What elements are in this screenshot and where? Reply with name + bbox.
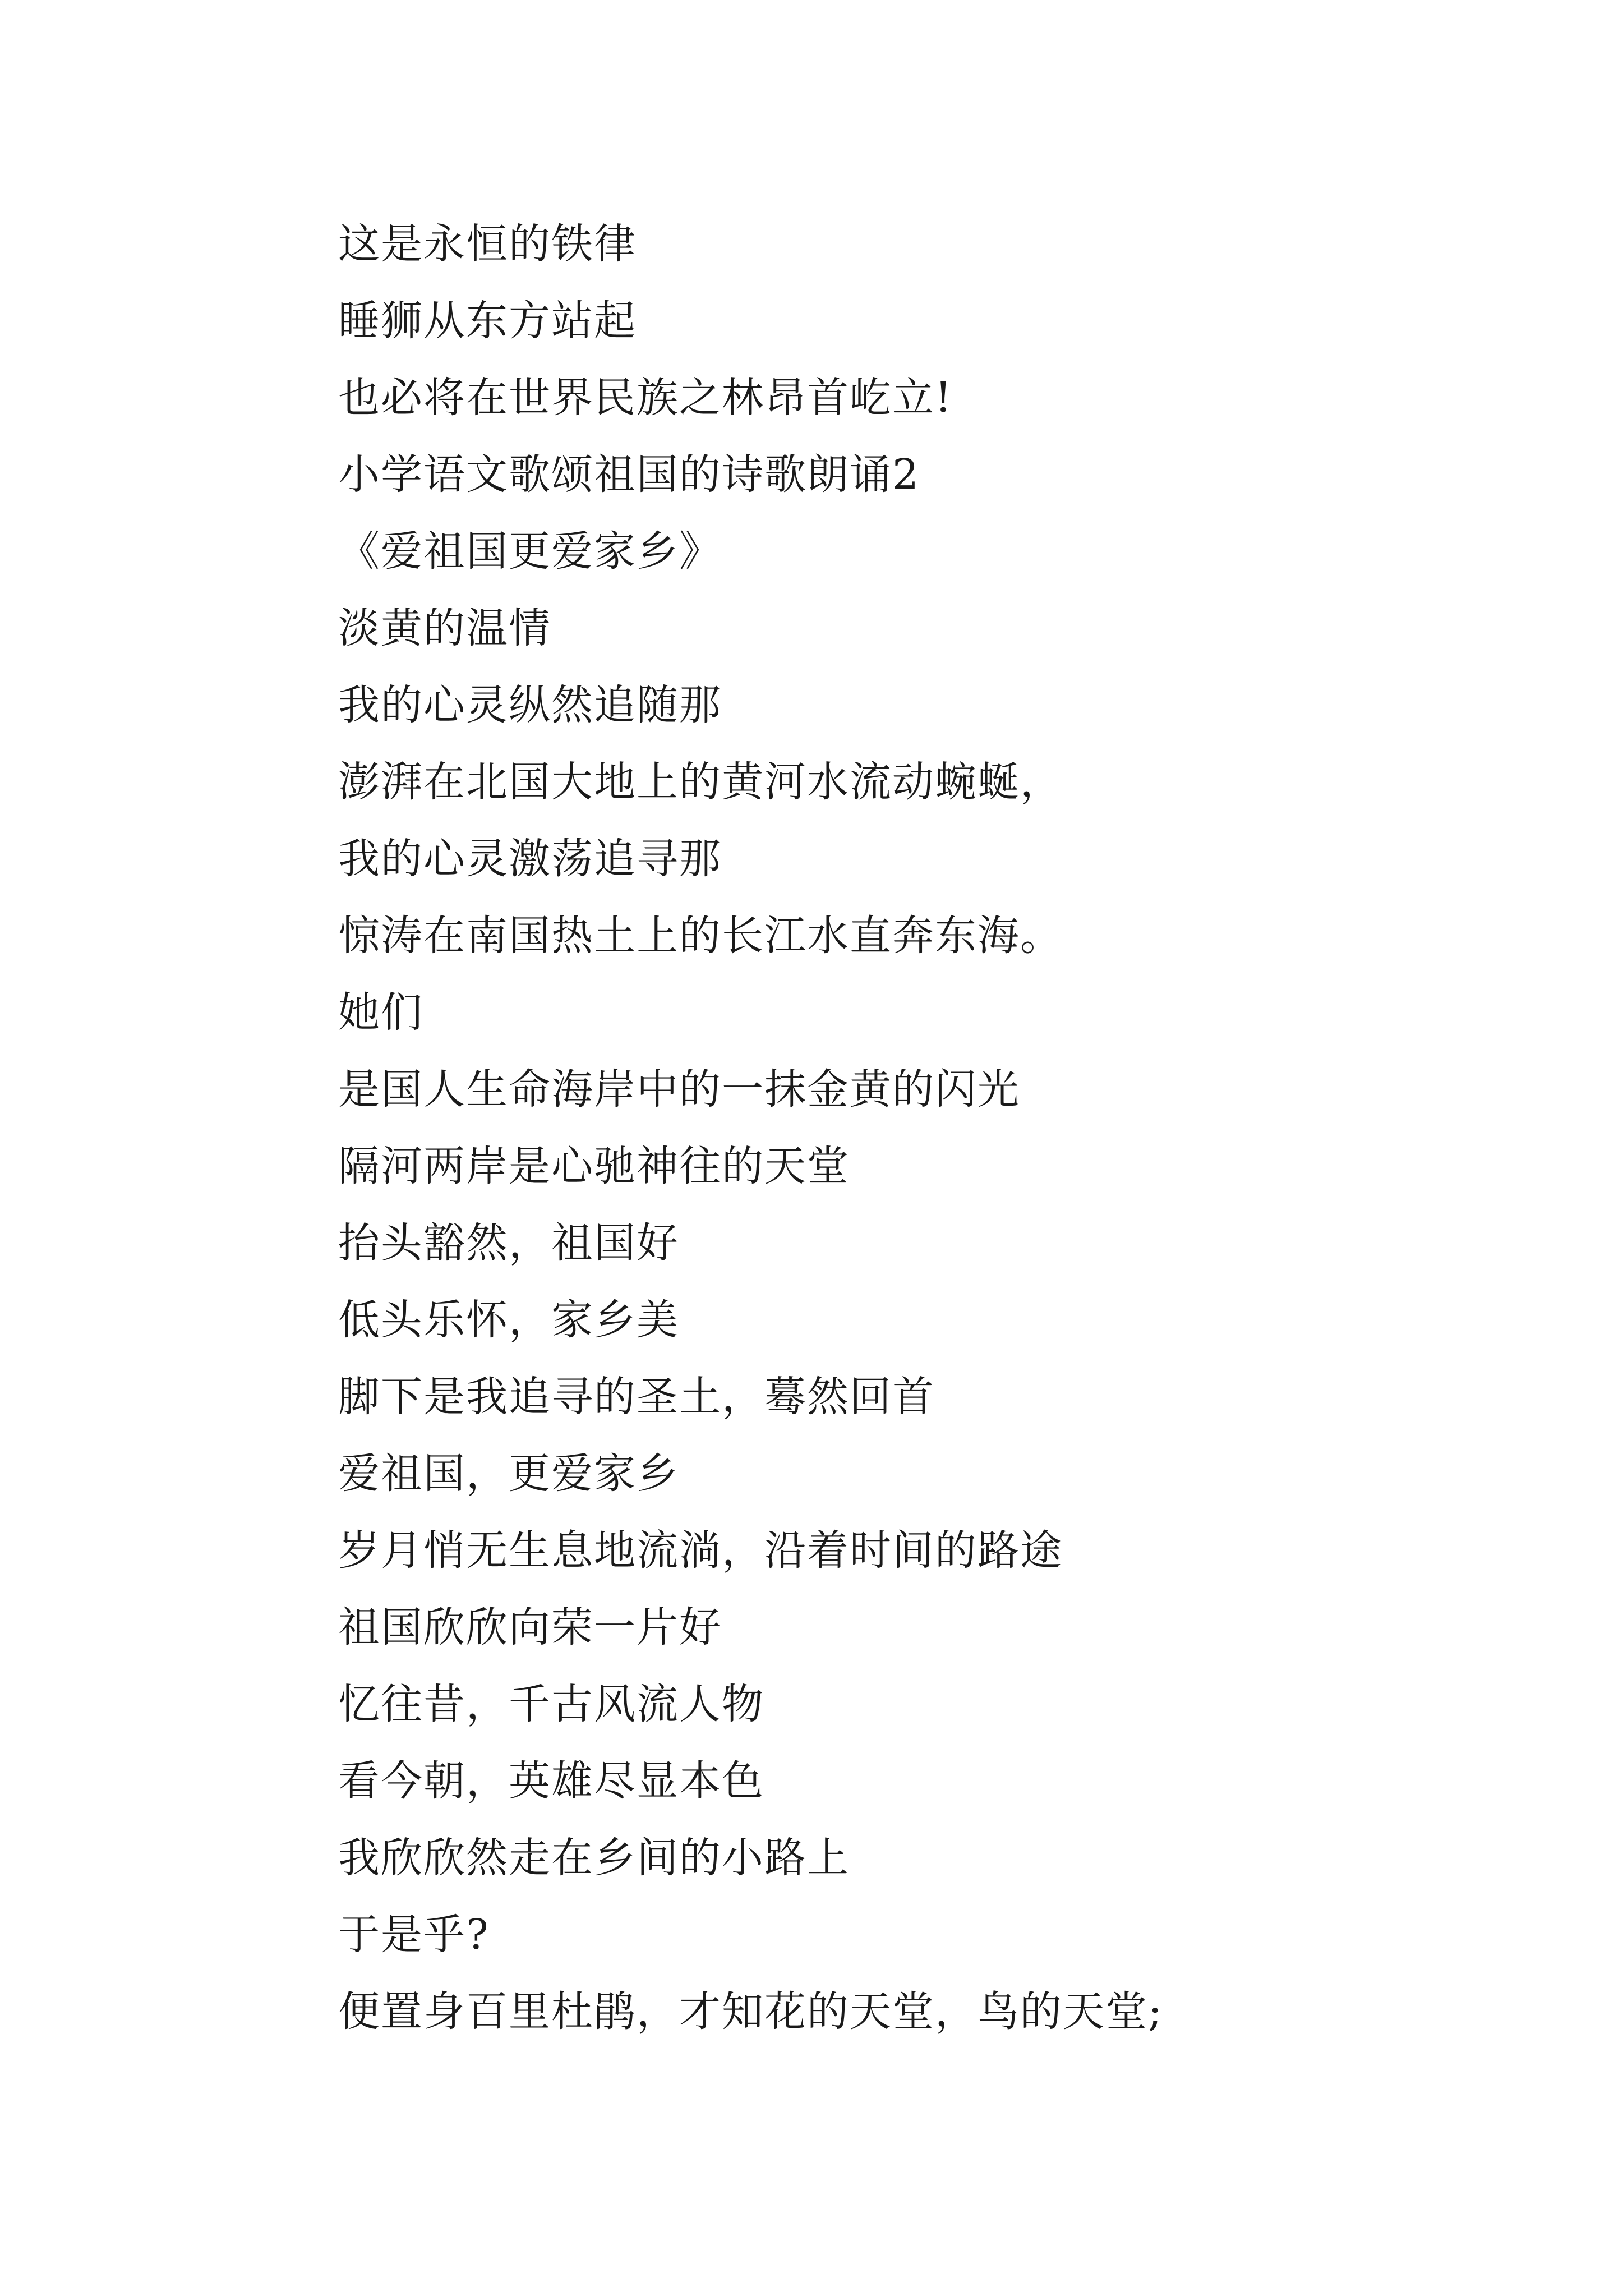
text-line: 澎湃在北国大地上的黄河水流动蜿蜒， <box>338 758 1063 806</box>
text-line: 岁月悄无生息地流淌，沿着时间的路途 <box>338 1526 1063 1575</box>
text-line: 抬头豁然，祖国好 <box>338 1219 679 1267</box>
text-line: 隔河两岸是心驰神往的天堂 <box>338 1142 850 1190</box>
text-line: 惊涛在南国热土上的长江水直奔东海。 <box>338 912 1063 960</box>
text-line: 我的心灵纵然追随那 <box>338 681 722 729</box>
text-line: 忆往昔，千古风流人物 <box>338 1680 764 1728</box>
text-line: 这是永恒的铁律 <box>338 220 637 268</box>
section-heading: 小学语文歌颂祖国的诗歌朗诵2 <box>338 450 920 499</box>
poem-title: 《爱祖国更爱家乡》 <box>338 527 722 576</box>
text-line: 她们 <box>338 988 423 1037</box>
text-line: 我欣欣然走在乡间的小路上 <box>338 1834 850 1882</box>
text-line: 低头乐怀，家乡美 <box>338 1296 679 1344</box>
text-line: 爱祖国，更爱家乡 <box>338 1450 679 1498</box>
text-line: 睡狮从东方站起 <box>338 297 637 345</box>
text-line: 便置身百里杜鹃，才知花的天堂，鸟的天堂; <box>338 1987 1163 2036</box>
text-line: 淡黄的温情 <box>338 604 551 652</box>
text-line: 于是乎? <box>338 1911 490 1959</box>
text-line: 脚下是我追寻的圣土，蓦然回首 <box>338 1373 935 1421</box>
text-line: 看今朝，英雄尽显本色 <box>338 1757 764 1805</box>
text-line: 我的心灵激荡追寻那 <box>338 835 722 883</box>
text-line: 祖国欣欣向荣一片好 <box>338 1603 722 1651</box>
text-line: 也必将在世界民族之林昂首屹立! <box>338 374 953 422</box>
text-line: 是国人生命海岸中的一抹金黄的闪光 <box>338 1065 1020 1114</box>
poem-text <box>338 213 1516 2058</box>
